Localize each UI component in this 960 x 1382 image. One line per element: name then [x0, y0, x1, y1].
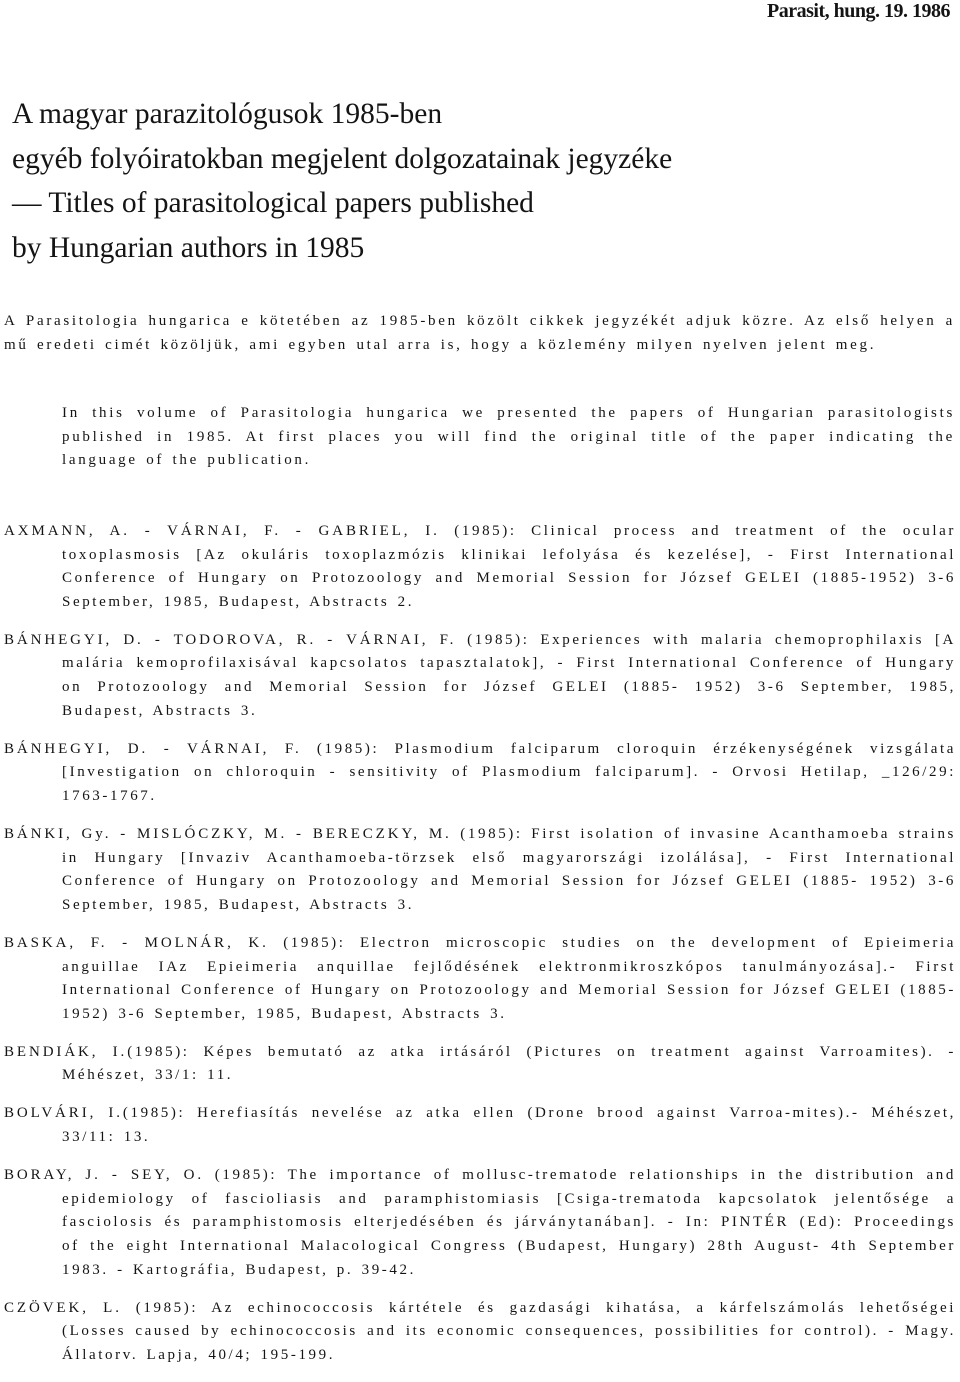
reference-text: (1985): The importance of mollusc-trematode relationships in the distribution and epidemiology of fascioliasis and paramphistomiasis [Csiga-trematoda kapcsolatok jelentősége a fasciolosis és paramphistomosis elterjedésében és járványtanában]. - In: PINTÉR (Ed): Proceedings of the eight International Malacological Congress (Budapest, Hungary) 28th August- 4th September 1983. - Kartográfia, Budapest, p. 39-42.	[62, 1167, 956, 1278]
reference-authors: CZÖVEK, L.	[4, 1299, 122, 1316]
intro-english: In this volume of Parasitologia hungarica we presented the papers of Hungarian parasitologists published in 1985. At first places you will find the original title of the paper indicating the language of the publication.	[62, 405, 955, 468]
reference-text: (1985): Electron microscopic studies on the development of Epieimeria anguillae IAz Epieimeria anquillae fejlődésének elektronmikroszkópos tanulmányozása].- First International Conference of Hungary on Protozoology and Memorial Session for József GELEI (1885- 1952) 3-6 September, 1985, Budapest, Abstracts 3.	[62, 934, 956, 1022]
title-line: — Titles of parasitological papers published	[12, 187, 534, 219]
reference-text: (1985): Képes bemutató az atka irtásáról (Pictures on treatment against Varroamites). - Méhészet, 33/1: 11.	[62, 1043, 957, 1084]
reference-text: (1985): First isolation of invasine Acanthamoeba strains in Hungary [Invaziv Acanthamoeba-törzsek első magyarországi izolálása], - First International Conference of Hungary on Protozoology and Memorial Session for József GELEI (1885- 1952) 3-6 September, 1985, Budapest, Abstracts 3.	[62, 826, 956, 913]
reference-text: (1985): Clinical process and treatment of the ocular toxoplasmosis [Az okuláris toxoplazmózis klinikai lefolyása és kezelése], - First International Conference of Hungary on Protozoology and Memorial Session for József GELEI (1885-1952) 3-6 September, 1985, Budapest, Abstracts 2.	[62, 523, 956, 610]
page-title	[12, 92, 672, 270]
reference-authors: BOLVÁRI, I.	[4, 1105, 123, 1122]
reference-authors: BÁNKI, Gy. - MISLÓCZKY, M. - BERECZKY, M.	[4, 826, 452, 843]
title-line: A magyar parazitológusok 1985-ben	[12, 98, 443, 130]
reference-authors: BÁNHEGYI, D. - TODOROVA, R. - VÁRNAI, F.	[4, 631, 457, 648]
reference-entry	[4, 520, 956, 614]
reference-entry	[4, 823, 956, 917]
reference-text: (1985): Plasmodium falciparum cloroquin érzékenységének vizsgálata [Investigation on chloroquin - sensitivity of Plasmodium falciparum]. - Orvosi Hetilap, _126/29: 1763-1767.	[62, 740, 956, 804]
reference-text: (1985): Az echinococcosis kártétele és gazdasági kihatása, a kárfelszámolás lehetőségei (Losses caused by echinococcosis and its economic consequences, possibilities for control). - Magy. Állatorv. Lapja, 40/4; 195-199.	[62, 1299, 956, 1363]
title-line: by Hungarian authors in 1985	[12, 231, 365, 264]
reference-entry	[4, 932, 956, 1026]
reference-entry	[4, 1297, 956, 1368]
running-head: Parasit, hung. 19. 1986	[767, 0, 950, 22]
reference-entry	[4, 1041, 956, 1088]
reference-text: (1985): Herefiasítás nevelése az atka ellen (Drone brood against Varroa-mites).- Méhészet, 33/11: 13.	[62, 1105, 957, 1146]
reference-entry	[4, 629, 956, 723]
reference-entry	[4, 1102, 956, 1149]
intro-hungarian: A Parasitologia hungarica e kötetében az 1985-ben közölt cikkek jegyzékét adjuk közre. Az első helyen a mű eredeti cimét közöljük, ami egyben utal arra is, hogy a közlemény milyen nyelven jelent meg.	[4, 313, 955, 353]
title-line: egyéb folyóiratokban megjelent dolgozatainak jegyzéke	[12, 142, 673, 175]
reference-list	[4, 520, 956, 1382]
reference-authors: BORAY, J. - SEY, O.	[4, 1167, 205, 1184]
reference-authors: BENDIÁK, I.	[4, 1043, 128, 1060]
reference-authors: BÁNHEGYI, D. - VÁRNAI, F.	[4, 740, 302, 757]
reference-authors: BASKA, F. - MOLNÁR, K.	[4, 934, 269, 951]
reference-text: (1985): Experiences with malaria chemoprophilaxis [A malária kemoprofilaxisával kapcsolatos tapasztalatok], - First International Conference of Hungary on Protozoology and Memorial Session for József GELEI (1885- 1952) 3-6 September, 1985, Budapest, Abstracts 3.	[62, 631, 956, 719]
reference-entry	[4, 1164, 956, 1282]
reference-authors: AXMANN, A. - VÁRNAI, F. - GABRIEL, I.	[4, 523, 440, 539]
reference-entry	[4, 738, 956, 809]
